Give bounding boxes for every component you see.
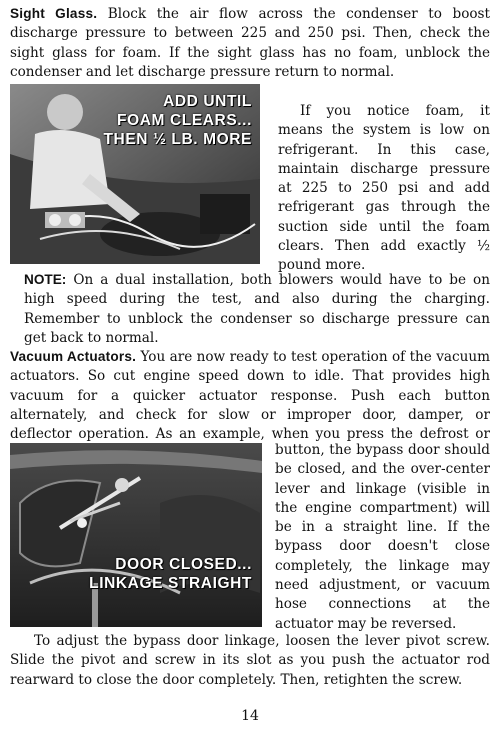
vacuum-actuators-continued-text: button, the bypass door should be closed, and the over-center lever and linkage (visible in the engine compartment) will be in a straight line. If the bypass door doesn't close completely, the linkage may need adjustment, or vacuum hose connections at the actuator may be reversed. [275,442,490,632]
photo-adding-refrigerant-caption [102,92,252,149]
caption-line: DOOR CLOSED... [115,556,252,573]
page-number: 14 [241,708,259,724]
sight-glass-paragraph [10,4,490,82]
caption-line: ADD UNTIL [163,93,252,110]
note-paragraph [24,270,490,348]
note-body: On a dual installation, both blowers would have to be on high speed during the test, and also during the charging. Remember to unblock the condenser so discharge pressure can get back to normal. [24,272,490,346]
vacuum-actuators-heading: Vacuum Actuators. [10,349,137,364]
caption-line: FOAM CLEARS... [117,112,252,129]
caption-line: LINKAGE STRAIGHT [89,575,252,592]
note-label: NOTE: [24,272,67,287]
foam-paragraph-text: If you notice foam, it means the system is low on refrigerant. In this case, maintain discharge pressure at 225 to 250 psi and add refrigerant gas through the suction side until the foam clears. Then add exactly ½ pound more. [278,103,490,274]
photo-bypass-door-linkage-image [10,443,262,627]
foam-paragraph [278,102,490,276]
photo-bypass-door-linkage [10,443,262,627]
vacuum-actuators-continued [275,441,490,634]
caption-line: THEN ½ LB. MORE [103,131,252,148]
sight-glass-body: Block the air flow across the condenser to boost discharge pressure to between 225 and 250 psi. Then, check the sight glass for foam. If the sight glass has no foam, unblock the condenser and let discharge pressure return to normal. [10,6,490,80]
adjust-paragraph-text: To adjust the bypass door linkage, loosen the lever pivot screw. Slide the pivot and screw in its slot as you push the actuator rod rearward to close the door completely. Then, retighten the screw. [10,633,490,688]
photo-adding-refrigerant [10,84,260,264]
photo-bypass-door-linkage-caption [82,555,252,593]
vacuum-actuators-body: You are now ready to test operation of the vacuum actuators. So cut engine speed down to idle. That provides high vacuum for a quicker actuator response. Push each button alternately, and check for slow or improper door, damper, or deflector operation. As an example, when you press the defrost or [10,349,491,443]
adjust-paragraph [10,632,490,690]
sight-glass-heading: Sight Glass. [10,6,98,21]
